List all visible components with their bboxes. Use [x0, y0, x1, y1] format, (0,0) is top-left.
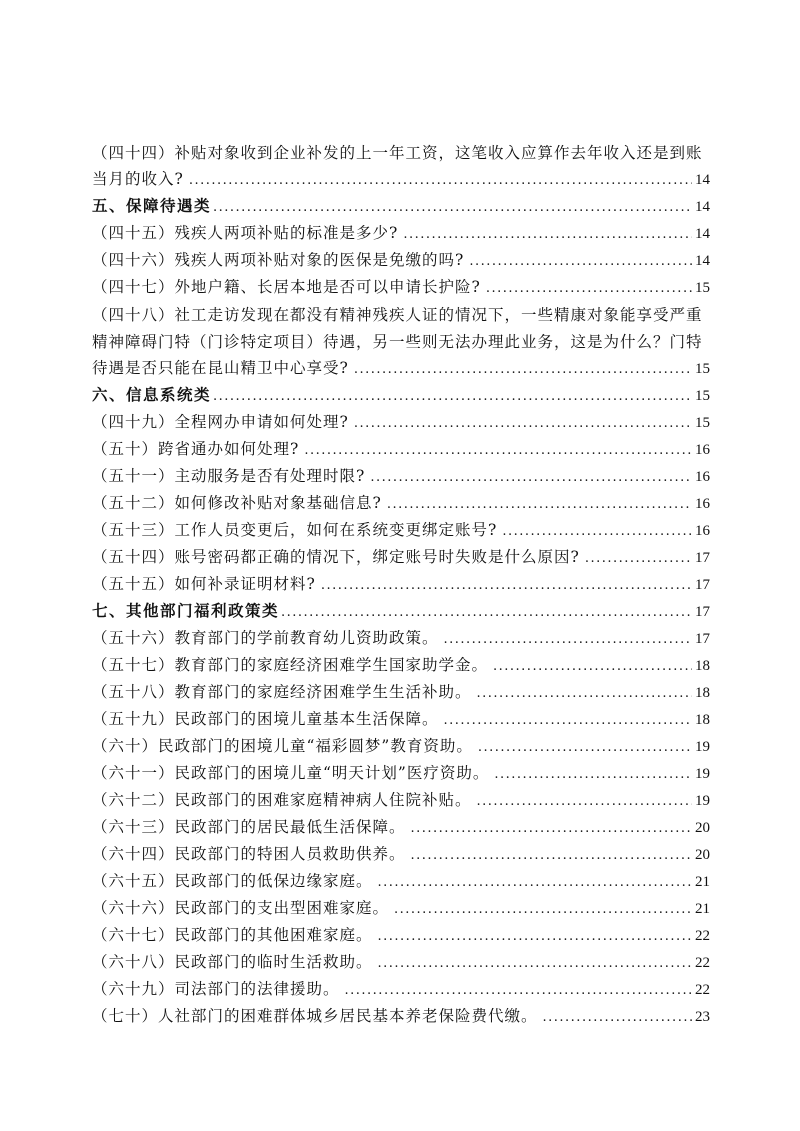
page-number: 14	[695, 199, 710, 215]
toc-entry	[92, 517, 710, 544]
dot-leader	[502, 518, 692, 545]
toc-entry	[92, 571, 710, 598]
toc-line	[92, 679, 710, 706]
dot-leader	[321, 572, 692, 599]
toc-entry	[92, 247, 710, 274]
page-number: 17	[695, 631, 710, 647]
toc-entry-text: （四十九）全程网办申请如何处理?	[92, 413, 349, 431]
page-number: 14	[695, 226, 710, 242]
toc-entry	[92, 922, 710, 949]
toc-line	[92, 733, 710, 760]
toc-entry	[92, 220, 710, 247]
toc-entry-text: （五十六）教育部门的学前教育幼儿资助政策。	[92, 629, 439, 647]
toc-entry	[92, 1003, 710, 1030]
toc-line	[92, 166, 710, 193]
dot-leader	[477, 680, 692, 707]
toc-line	[92, 787, 710, 814]
dot-leader	[378, 923, 692, 950]
toc-entry	[92, 868, 710, 895]
dot-leader	[304, 437, 692, 464]
toc-entry-text: （五十七）教育部门的家庭经济困难学生国家助学金。	[92, 656, 489, 674]
toc-line	[92, 895, 710, 922]
dot-leader	[585, 545, 692, 572]
toc-line	[92, 922, 710, 949]
page-number: 15	[695, 361, 710, 377]
toc-entry-text: （六十）民政部门的困境儿童“福彩圆梦”教育资助。	[92, 737, 473, 755]
toc-entry	[92, 463, 710, 490]
page-number: 19	[695, 793, 710, 809]
page-number: 17	[695, 550, 710, 566]
toc-entry-text: （六十一）民政部门的困境儿童“明天计划”医疗资助。	[92, 764, 490, 782]
toc-entry-text: （六十五）民政部门的低保边缘家庭。	[92, 872, 373, 890]
page-number: 19	[695, 739, 710, 755]
page-number: 16	[695, 523, 710, 539]
toc-entry-text: 七、其他部门福利政策类	[92, 603, 280, 620]
page-number: 20	[695, 820, 710, 836]
dot-leader	[411, 842, 692, 869]
toc-entry	[92, 733, 710, 760]
dot-leader	[354, 410, 692, 437]
page-number: 14	[695, 253, 710, 269]
toc-section-heading	[92, 382, 710, 409]
toc-line	[92, 274, 710, 301]
page-number: 17	[695, 577, 710, 593]
dot-leader	[394, 896, 692, 923]
toc-entry-text: （六十八）民政部门的临时生活救助。	[92, 953, 373, 971]
toc-entry	[92, 301, 710, 382]
toc-entry-text: （六十三）民政部门的居民最低生活保障。	[92, 818, 406, 836]
dot-leader	[477, 788, 692, 815]
toc-entry	[92, 139, 710, 193]
page-number: 15	[695, 415, 710, 431]
page-number: 22	[695, 928, 710, 944]
dot-leader	[486, 275, 692, 302]
toc-line	[92, 1003, 710, 1030]
page-number: 17	[695, 604, 710, 620]
page-number: 19	[695, 766, 710, 782]
page-number: 20	[695, 847, 710, 863]
toc-entry	[92, 841, 710, 868]
toc-entry-text: （五十五）如何补录证明材料?	[92, 575, 316, 593]
toc-entry-text: （七十）人社部门的困难群体城乡居民基本养老保险费代缴。	[92, 1007, 538, 1025]
toc-entry-text: （五十四）账号密码都正确的情况下，绑定账号时失败是什么原因?	[92, 548, 580, 566]
dot-leader	[444, 707, 692, 734]
toc-entry	[92, 949, 710, 976]
toc-entry	[92, 706, 710, 733]
toc-entry-text: （五十九）民政部门的困境儿童基本生活保障。	[92, 710, 439, 728]
toc-line	[92, 976, 710, 1003]
toc-list	[92, 139, 710, 1030]
toc-line	[92, 220, 710, 247]
toc-line	[92, 571, 710, 598]
toc-entry-text: （六十六）民政部门的支出型困难家庭。	[92, 899, 390, 917]
toc-line	[92, 328, 710, 355]
toc-entry-text: （四十五）残疾人两项补贴的标准是多少?	[92, 224, 399, 242]
dot-leader	[494, 761, 692, 788]
toc-entry-text: 精神障碍门特（门诊特定项目）待遇，另一些则无法办理此业务，这是为什么？门特	[92, 333, 703, 351]
dot-leader	[469, 248, 692, 275]
toc-line	[92, 517, 710, 544]
toc-entry-text: （四十四）补贴对象收到企业补发的上一年工资，这笔收入应算作去年收入还是到账	[92, 144, 703, 162]
dot-leader	[378, 950, 692, 977]
dot-leader	[213, 194, 692, 221]
toc-entry	[92, 436, 710, 463]
toc-entry	[92, 409, 710, 436]
toc-entry-text: （五十一）主动服务是否有处理时限?	[92, 467, 366, 485]
toc-entry	[92, 976, 710, 1003]
dot-leader	[354, 356, 692, 383]
dot-leader	[478, 734, 692, 761]
page-number: 23	[695, 1009, 710, 1025]
dot-leader	[543, 1004, 692, 1031]
toc-entry-text: （五十二）如何修改补贴对象基础信息?	[92, 494, 382, 512]
toc-line	[92, 949, 710, 976]
toc-line	[92, 841, 710, 868]
page-number: 14	[695, 172, 710, 188]
toc-entry	[92, 274, 710, 301]
toc-entry-text: （四十六）残疾人两项补贴对象的医保是免缴的吗?	[92, 251, 465, 269]
toc-entry	[92, 490, 710, 517]
dot-leader	[444, 626, 692, 653]
toc-line	[92, 760, 710, 787]
page-number: 15	[695, 280, 710, 296]
dot-leader	[370, 464, 692, 491]
toc-line	[92, 652, 710, 679]
toc-entry-text: 待遇是否只能在昆山精卫中心享受?	[92, 359, 349, 377]
toc-line	[92, 409, 710, 436]
toc-line	[92, 355, 710, 382]
toc-entry	[92, 652, 710, 679]
toc-line	[92, 301, 710, 328]
dot-leader	[189, 167, 692, 194]
toc-entry	[92, 760, 710, 787]
page-number: 16	[695, 496, 710, 512]
toc-section-heading	[92, 598, 710, 625]
dot-leader	[387, 491, 692, 518]
dot-leader	[493, 653, 692, 680]
page-number: 22	[695, 982, 710, 998]
dot-leader	[213, 383, 692, 410]
toc-line	[92, 139, 710, 166]
toc-entry-text: （六十九）司法部门的法律援助。	[92, 980, 340, 998]
page-number: 18	[695, 712, 710, 728]
toc-line	[92, 490, 710, 517]
toc-entry	[92, 679, 710, 706]
toc-entry-text: （五十）跨省通办如何处理?	[92, 440, 300, 458]
toc-line	[92, 868, 710, 895]
toc-line	[92, 247, 710, 274]
toc-entry-text: （六十四）民政部门的特困人员救助供养。	[92, 845, 406, 863]
dot-leader	[281, 599, 692, 626]
toc-line	[92, 625, 710, 652]
dot-leader	[411, 815, 692, 842]
dot-leader	[403, 221, 692, 248]
toc-entry	[92, 625, 710, 652]
toc-entry-text: 五、保障待遇类	[92, 198, 212, 215]
toc-section-heading	[92, 193, 710, 220]
toc-line	[92, 814, 710, 841]
toc-entry	[92, 895, 710, 922]
page-number: 21	[695, 901, 710, 917]
toc-entry-text: 当月的收入?	[92, 170, 184, 188]
toc-entry-text: （五十八）教育部门的家庭经济困难学生生活补助。	[92, 683, 472, 701]
page-number: 16	[695, 469, 710, 485]
toc-line	[92, 706, 710, 733]
toc-entry-text: （六十七）民政部门的其他困难家庭。	[92, 926, 373, 944]
dot-leader	[378, 869, 692, 896]
toc-line	[92, 463, 710, 490]
toc-line	[92, 193, 710, 220]
toc-entry	[92, 814, 710, 841]
page-number: 18	[695, 658, 710, 674]
toc-line	[92, 598, 710, 625]
page-number: 21	[695, 874, 710, 890]
page-number: 18	[695, 685, 710, 701]
toc-entry-text: （六十二）民政部门的困难家庭精神病人住院补贴。	[92, 791, 472, 809]
toc-entry	[92, 544, 710, 571]
toc-entry	[92, 787, 710, 814]
dot-leader	[345, 977, 692, 1004]
toc-line	[92, 544, 710, 571]
page-number: 15	[695, 388, 710, 404]
toc-entry-text: （五十三）工作人员变更后，如何在系统变更绑定账号?	[92, 521, 498, 539]
toc-entry-text: 六、信息系统类	[92, 387, 212, 404]
page-number: 22	[695, 955, 710, 971]
toc-entry-text: （四十八）社工走访发现在都没有精神残疾人证的情况下，一些精康对象能享受严重	[92, 306, 703, 324]
page-number: 16	[695, 442, 710, 458]
toc-line	[92, 382, 710, 409]
toc-entry-text: （四十七）外地户籍、长居本地是否可以申请长护险?	[92, 278, 481, 296]
toc-line	[92, 436, 710, 463]
